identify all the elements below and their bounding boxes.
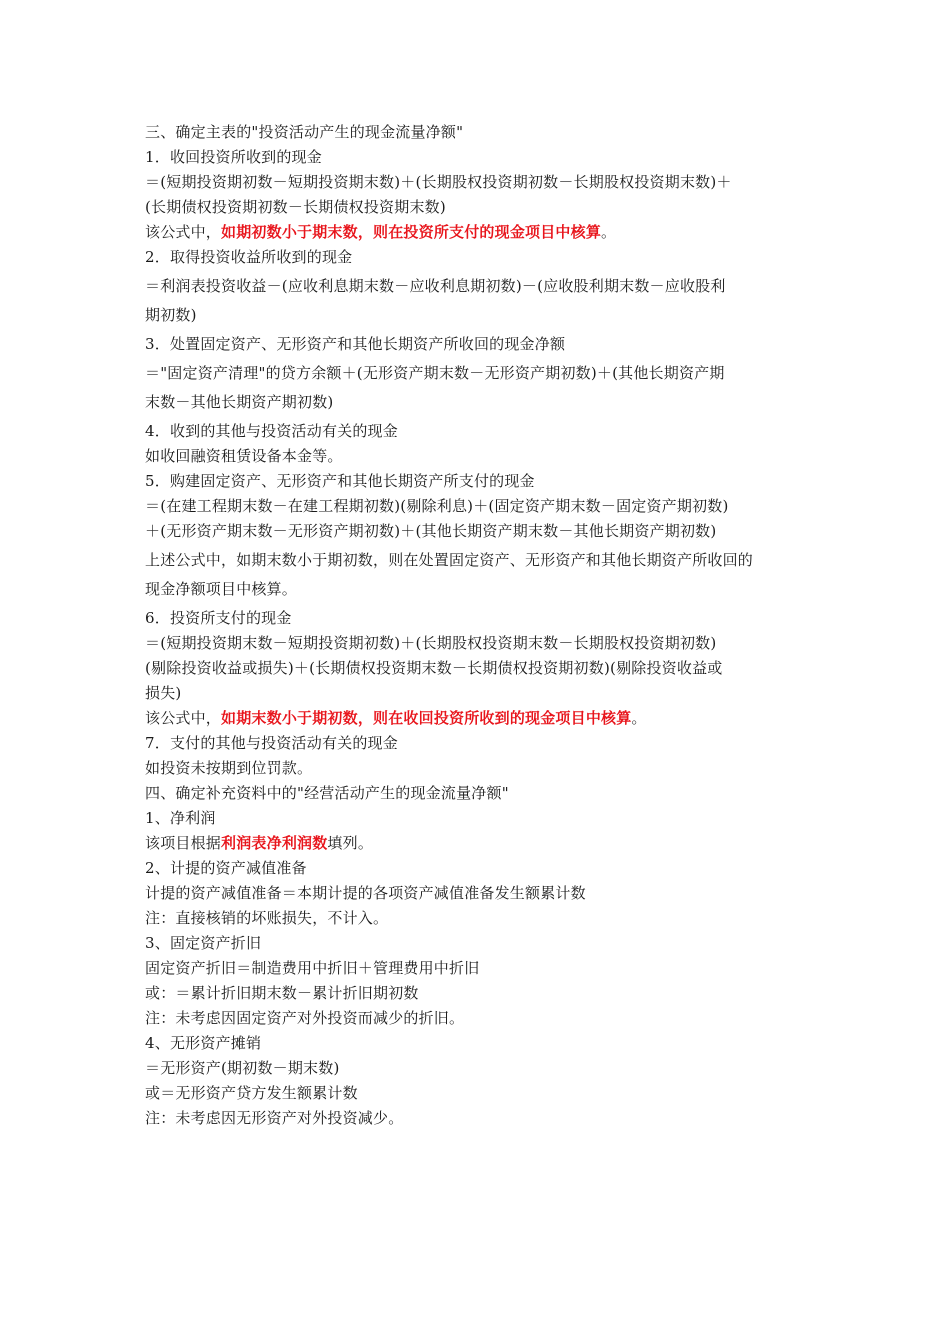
text-line: 四、确定补充资料中的"经营活动产生的现金流量净额" xyxy=(145,784,509,802)
text-line: 末数－其他长期资产期初数) xyxy=(145,393,334,411)
text-line: 三、确定主表的"投资活动产生的现金流量净额" xyxy=(145,123,464,141)
text-line: 注：未考虑因无形资产对外投资减少。 xyxy=(145,1109,404,1127)
text-line: 1．收回投资所收到的现金 xyxy=(145,148,322,166)
text-line: (剔除投资收益或损失)＋(长期债权投资期末数－长期债权投资期初数)(剔除投资收益或 xyxy=(145,659,723,677)
text-line: 固定资产折旧＝制造费用中折旧＋管理费用中折旧 xyxy=(145,959,480,977)
highlighted-text: 如期末数小于期初数，则在收回投资所收到的现金项目中核算 xyxy=(221,709,632,727)
text-line: 3．处置固定资产、无形资产和其他长期资产所收回的现金净额 xyxy=(145,335,566,353)
text-line: ＝(短期投资期初数－短期投资期末数)＋(长期股权投资期初数－长期股权投资期末数)＋ xyxy=(145,173,732,191)
text-line: 计提的资产减值准备＝本期计提的各项资产减值准备发生额累计数 xyxy=(145,884,586,902)
text-line: 2、计提的资产减值准备 xyxy=(145,859,307,877)
text-line: 现金净额项目中核算。 xyxy=(145,580,298,598)
line-segment: 填列。 xyxy=(327,834,374,852)
highlighted-text: 如期初数小于期末数，则在投资所支付的现金项目中核算 xyxy=(221,223,602,241)
text-line xyxy=(145,220,810,245)
text-line: 注：直接核销的坏账损失，不计入。 xyxy=(145,909,389,927)
text-line: 期初数) xyxy=(145,306,197,324)
text-line: 3、固定资产折旧 xyxy=(145,934,262,952)
line-segment: 该公式中， xyxy=(145,709,222,727)
text-line: ＝(在建工程期末数－在建工程期初数)(剔除利息)＋(固定资产期末数－固定资产期初数) xyxy=(145,497,729,515)
text-line: 4．收到的其他与投资活动有关的现金 xyxy=(145,422,398,440)
text-line: 6．投资所支付的现金 xyxy=(145,609,292,627)
text-line: (长期债权投资期初数－长期债权投资期末数) xyxy=(145,198,446,216)
text-line: 损失) xyxy=(145,684,182,702)
text-line xyxy=(145,706,810,731)
text-line: 上述公式中，如期末数小于期初数，则在处置固定资产、无形资产和其他长期资产所收回的 xyxy=(145,551,754,569)
text-line: 1、净利润 xyxy=(145,809,216,827)
text-line: 或：＝累计折旧期末数－累计折旧期初数 xyxy=(145,984,419,1002)
line-segment: 。 xyxy=(631,709,647,727)
text-line: 2．取得投资收益所收到的现金 xyxy=(145,248,353,266)
text-line: 5．购建固定资产、无形资产和其他长期资产所支付的现金 xyxy=(145,472,535,490)
text-line: 7．支付的其他与投资活动有关的现金 xyxy=(145,734,398,752)
text-line: 如投资未按期到位罚款。 xyxy=(145,759,313,777)
text-line: ＝无形资产(期初数－期末数) xyxy=(145,1059,340,1077)
text-line: 或＝无形资产贷方发生额累计数 xyxy=(145,1084,358,1102)
text-line: 4、无形资产摊销 xyxy=(145,1034,262,1052)
text-line: 注：未考虑因固定资产对外投资而减少的折旧。 xyxy=(145,1009,465,1027)
text-line: ＋(无形资产期末数－无形资产期初数)＋(其他长期资产期末数－其他长期资产期初数) xyxy=(145,522,717,540)
line-segment: 。 xyxy=(601,223,617,241)
text-line: ＝(短期投资期末数－短期投资期初数)＋(长期股权投资期末数－长期股权投资期初数) xyxy=(145,634,717,652)
document-body xyxy=(145,120,810,1131)
text-line: 如收回融资租赁设备本金等。 xyxy=(145,447,343,465)
line-segment: 该项目根据 xyxy=(145,834,222,852)
text-line: ＝"固定资产清理"的贷方余额＋(无形资产期末数－无形资产期初数)＋(其他长期资产期 xyxy=(145,364,725,382)
line-segment: 该公式中， xyxy=(145,223,222,241)
text-line: ＝利润表投资收益－(应收利息期末数－应收利息期初数)－(应收股利期末数－应收股利 xyxy=(145,277,726,295)
highlighted-text: 利润表净利润数 xyxy=(221,834,328,852)
text-line xyxy=(145,831,810,856)
